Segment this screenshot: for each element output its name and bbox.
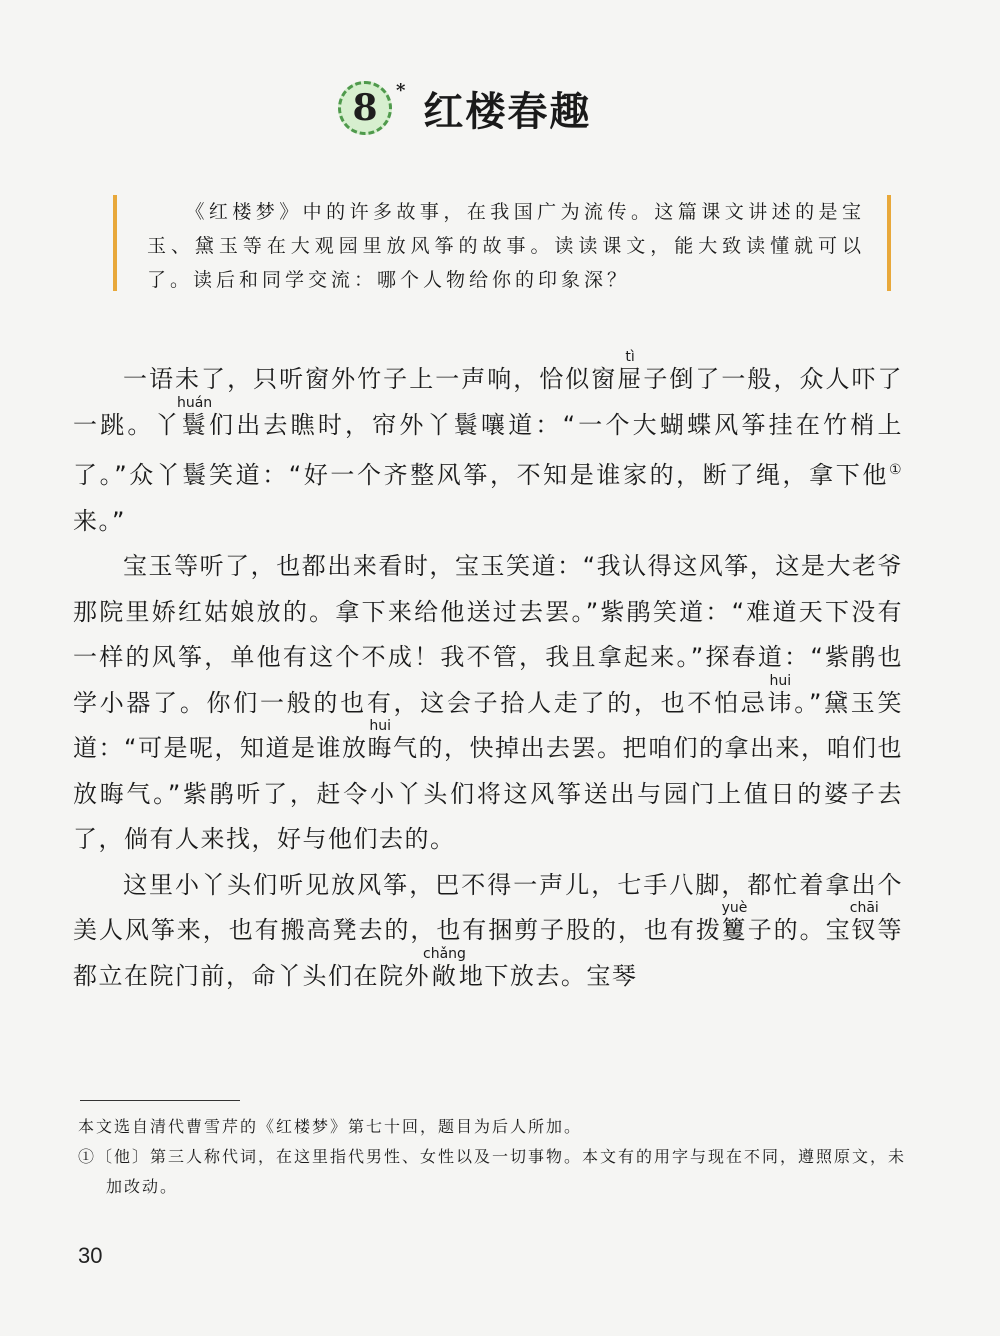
lesson-title: 红楼春趣 [423,88,592,135]
annotated-char: 钗 [849,916,879,944]
text-run: 宝玉等听了，也都出来看时，宝玉笑道：“我认得这风筝，这是大老爷那院里娇红姑娘放的。拿下来给他送过去罢。”紫鹃笑道：“难道天下没有一样的风筝，单他有这个不成！我不管，我且拿起来。”探春道：“紫鹃也学小器了。你们一般的也有，这会子拾人走了的，也不怕忌 [73,552,903,717]
pinyin-annotation [721,900,748,944]
pinyin-annotation [849,900,879,944]
pinyin-annotation [423,945,466,990]
page-number: 30 [78,1243,103,1268]
text-run: 来。” [73,506,126,535]
text-run: 一语未了，只听窗外竹子上一声响，恰似窗 [123,365,618,393]
paragraph-2 [73,544,903,863]
annotated-char: 讳 [767,688,795,717]
lesson-number-badge [338,81,392,135]
lesson-intro-box [113,195,891,291]
text-run: 气的，快掉出去罢。把咱们的拿出来，咱们也放晦气。”紫鹃听了，赶令小丫头们将这风筝送出与园门上值日的婆子去了，倘有人来找，好与他们去的。 [73,734,904,853]
self-study-marker: * [396,80,406,101]
text-run: 子的。宝 [747,916,852,944]
footnote-ref: ① [888,462,903,478]
text-run: 地下放去。宝琴 [458,961,638,990]
lesson-header [338,78,591,138]
pinyin: hui [367,718,393,734]
text-run: 们出去瞧时，帘外丫鬟嚷道：“一个大蝴蝶风筝挂在竹梢上了。”众丫鬟笑道：“好一个齐整风筝，不知是谁家的，断了绳，拿下他 [73,410,903,489]
paragraph-3 [73,863,903,1000]
footnotes [78,1112,908,1202]
pinyin: chǎng [423,945,466,962]
footnote-divider [80,1100,240,1101]
annotated-char: 籰 [721,916,748,944]
pinyin: chāi [849,900,879,916]
pinyin-annotation [767,672,795,717]
pinyin: hui [767,672,794,689]
text-run: 等都立在院门前，命丫头们在院外 [73,916,903,990]
lesson-intro-text: 《红楼梦》中的许多故事，在我国广为流传。这篇课文讲述的是宝玉、黛玉等在大观园里放风筝的故事。读读课文，能大致读懂就可以了。读后和同学交流：哪个人物给你的印象深？ [147,201,865,291]
annotated-char: 鬟 [176,410,213,439]
text-run: 。”黛玉笑道：“可是呢，知道是谁放 [73,688,904,762]
lesson-body [73,350,903,999]
annotated-char: 屉 [617,365,644,393]
text-run: 子倒了一般，众人吓了一跳。丫 [73,365,904,439]
pinyin: tì [617,349,643,365]
source-note: 本文选自清代曹雪芹的《红楼梦》第七十回，题目为后人所加。 [78,1117,583,1136]
pinyin: yuè [721,900,748,916]
pinyin: huán [176,394,213,411]
lesson-number: 8 [352,87,378,129]
pinyin-annotation [617,349,644,393]
text-run: 这里小丫头们听见放风筝，巴不得一声儿，七手八脚，都忙着拿出个美人风筝来，也有搬高凳去的，也有捆剪子股的，也有拨 [73,870,903,944]
annotated-char: 晦 [367,734,393,762]
footnote-1: ①〔他〕第三人称代词，在这里指代男性、女性以及一切事物。本文有的用字与现在不同，遵照原文，未加改动。 [78,1147,907,1196]
pinyin-annotation [367,718,393,762]
pinyin-annotation [176,394,213,439]
paragraph-1 [73,350,903,544]
annotated-char: 敞 [423,961,466,990]
